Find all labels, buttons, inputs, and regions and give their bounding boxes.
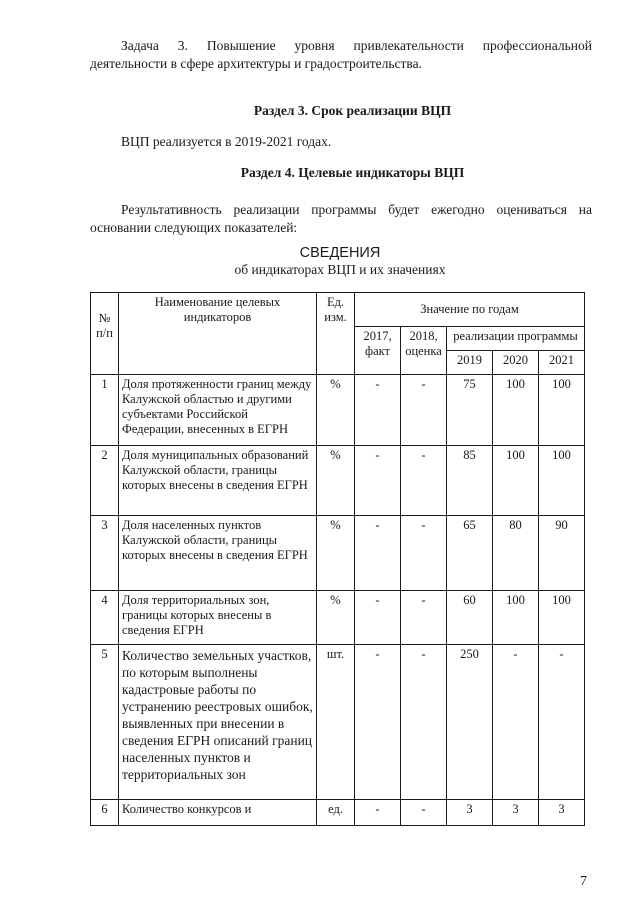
table-subtitle: об индикаторах ВЦП и их значениях bbox=[234, 262, 446, 277]
header-program: реализации программы bbox=[447, 327, 585, 351]
table-row bbox=[91, 591, 585, 645]
row-name: Количество конкурсов и bbox=[119, 800, 317, 826]
row-name: Доля муниципальных образований Калужской области, границы которых внесены в сведения ЕГРН bbox=[119, 446, 317, 516]
row-number: 3 bbox=[91, 516, 119, 591]
header-number: № п/п bbox=[91, 293, 119, 375]
indicators-table bbox=[90, 292, 585, 826]
row-number: 1 bbox=[91, 375, 119, 446]
row-name: Количество земельных участков, по которым выполнены кадастровые работы по устранению реестровых ошибок, выявленных при внесении в сведения ЕГРН описаний границ населенных пунктов и территориальных зон bbox=[119, 645, 317, 800]
row-2019: 65 bbox=[447, 516, 493, 591]
row-2021: 100 bbox=[539, 446, 585, 516]
row-2021: 3 bbox=[539, 800, 585, 826]
row-unit: % bbox=[317, 375, 355, 446]
row-unit: % bbox=[317, 516, 355, 591]
row-2019: 250 bbox=[447, 645, 493, 800]
row-unit: шт. bbox=[317, 645, 355, 800]
row-2018: - bbox=[401, 375, 447, 446]
row-2021: 100 bbox=[539, 591, 585, 645]
row-2021: 100 bbox=[539, 375, 585, 446]
section-4-heading: Раздел 4. Целевые индикаторы ВЦП bbox=[240, 165, 465, 180]
header-name: Наименование целевых индикаторов bbox=[119, 293, 317, 375]
table-row bbox=[91, 800, 585, 826]
row-name: Доля протяженности границ между Калужской областью и другими субъектами Российской Федерации, внесенных в ЕГРН bbox=[119, 375, 317, 446]
row-2017: - bbox=[355, 645, 401, 800]
row-2020: 80 bbox=[493, 516, 539, 591]
table-title: СВЕДЕНИЯ bbox=[299, 245, 381, 261]
task-line-2: деятельности в сфере архитектуры и градостроительства. bbox=[90, 56, 422, 71]
task-line-1: Задача 3. Повышение уровня привлекательности профессиональной bbox=[121, 38, 592, 53]
row-2021: - bbox=[539, 645, 585, 800]
row-2020: 100 bbox=[493, 375, 539, 446]
row-number: 5 bbox=[91, 645, 119, 800]
row-2020: 3 bbox=[493, 800, 539, 826]
row-name: Доля населенных пунктов Калужской области, границы которых внесены в сведения ЕГРН bbox=[119, 516, 317, 591]
row-number: 4 bbox=[91, 591, 119, 645]
row-2020: 100 bbox=[493, 446, 539, 516]
row-2019: 3 bbox=[447, 800, 493, 826]
row-2019: 85 bbox=[447, 446, 493, 516]
row-2018: - bbox=[401, 645, 447, 800]
header-values: Значение по годам bbox=[355, 293, 585, 327]
header-unit: Ед. изм. bbox=[317, 293, 355, 375]
row-2019: 75 bbox=[447, 375, 493, 446]
header-2017: 2017, факт bbox=[355, 327, 401, 375]
row-2019: 60 bbox=[447, 591, 493, 645]
row-number: 6 bbox=[91, 800, 119, 826]
section-3-heading: Раздел 3. Срок реализации ВЦП bbox=[253, 103, 452, 118]
row-unit: % bbox=[317, 591, 355, 645]
row-2020: 100 bbox=[493, 591, 539, 645]
section-4-line-2: основании следующих показателей: bbox=[90, 220, 298, 235]
row-2017: - bbox=[355, 591, 401, 645]
row-2017: - bbox=[355, 375, 401, 446]
row-number: 2 bbox=[91, 446, 119, 516]
row-2017: - bbox=[355, 800, 401, 826]
row-2017: - bbox=[355, 446, 401, 516]
row-unit: % bbox=[317, 446, 355, 516]
row-2018: - bbox=[401, 516, 447, 591]
row-2017: - bbox=[355, 516, 401, 591]
header-2021: 2021 bbox=[539, 351, 585, 375]
row-2018: - bbox=[401, 800, 447, 826]
table-row bbox=[91, 645, 585, 800]
table-row bbox=[91, 375, 585, 446]
row-2021: 90 bbox=[539, 516, 585, 591]
row-2020: - bbox=[493, 645, 539, 800]
header-2019: 2019 bbox=[447, 351, 493, 375]
header-2018: 2018, оценка bbox=[401, 327, 447, 375]
row-name: Доля территориальных зон, границы которых внесены в сведения ЕГРН bbox=[119, 591, 317, 645]
page-number: 7 bbox=[580, 874, 587, 889]
section-3-text: ВЦП реализуется в 2019-2021 годах. bbox=[121, 134, 332, 149]
row-unit: ед. bbox=[317, 800, 355, 826]
row-2018: - bbox=[401, 591, 447, 645]
table-row bbox=[91, 446, 585, 516]
header-2020: 2020 bbox=[493, 351, 539, 375]
row-2018: - bbox=[401, 446, 447, 516]
section-4-line-1: Результативность реализации программы будет ежегодно оцениваться на bbox=[121, 202, 592, 217]
table-row bbox=[91, 516, 585, 591]
